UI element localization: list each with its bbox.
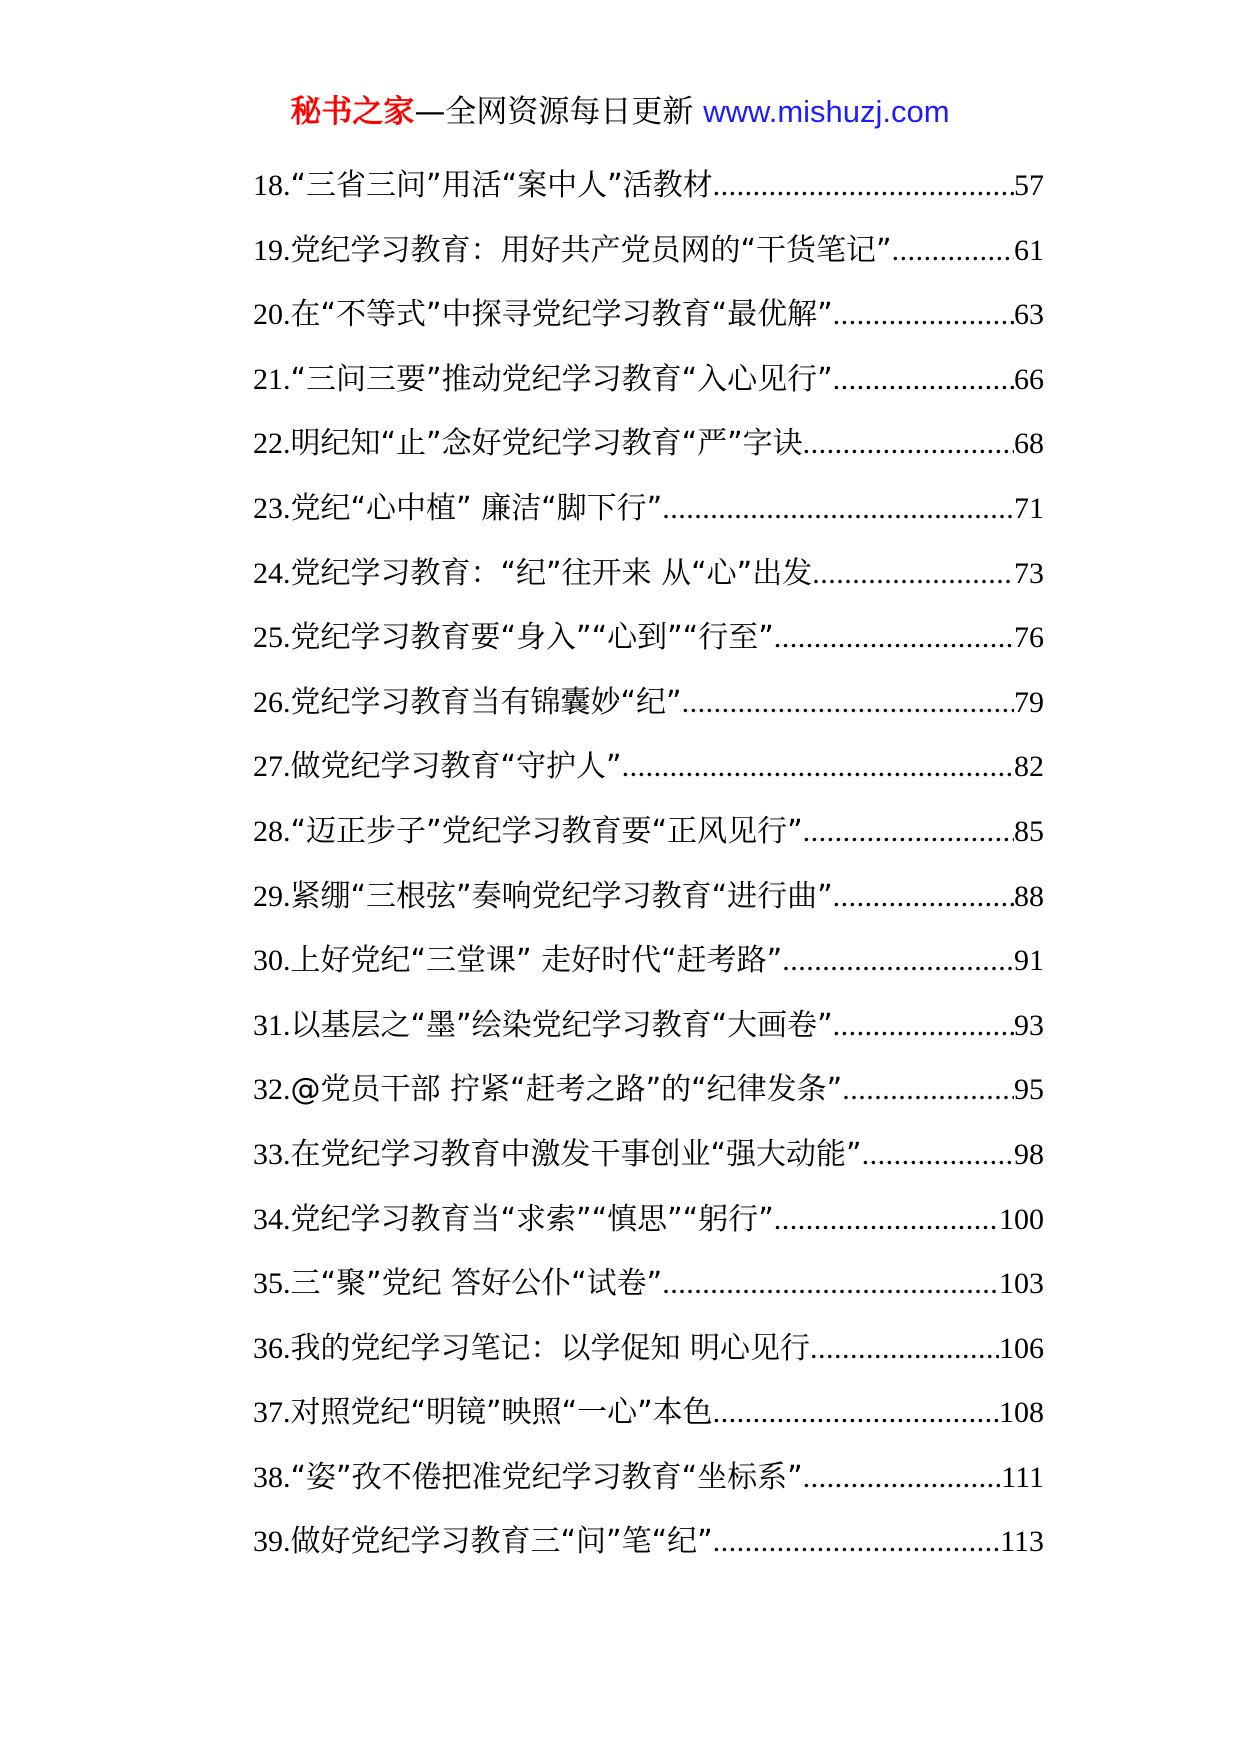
toc-entry-36[interactable]	[253, 1329, 1044, 1394]
toc-number: 36.	[253, 1331, 291, 1365]
website-url[interactable]: www.mishuzj.com	[703, 94, 950, 129]
toc-page-number: 82	[1014, 750, 1044, 784]
toc-page-number: 63	[1014, 298, 1044, 332]
toc-page-number: 98	[1014, 1137, 1044, 1171]
toc-entry-20[interactable]	[253, 295, 1044, 360]
toc-leader-dots	[892, 231, 1014, 271]
toc-title: 做好党纪学习教育三“问”笔“纪”	[290, 1524, 713, 1560]
toc-number: 31.	[253, 1008, 291, 1042]
toc-leader-dots	[662, 489, 1014, 529]
toc-entry-23[interactable]	[253, 489, 1044, 554]
toc-leader-dots	[842, 1070, 1014, 1110]
toc-title: “迈正步子”党纪学习教育要“正风见行”	[290, 813, 803, 849]
toc-entry-24[interactable]	[253, 554, 1044, 619]
toc-number: 26.	[253, 685, 291, 719]
toc-number: 25.	[253, 621, 291, 655]
toc-entry-19[interactable]	[253, 231, 1044, 296]
toc-entry-32[interactable]	[253, 1070, 1044, 1135]
toc-entry-21[interactable]	[253, 360, 1044, 425]
toc-entry-26[interactable]	[253, 683, 1044, 748]
toc-number: 21.	[253, 362, 291, 396]
toc-number: 18.	[253, 169, 291, 202]
toc-title: 对照党纪“明镜”映照“一心”本色	[290, 1395, 713, 1431]
toc-page-number: 57	[1014, 169, 1044, 202]
toc-page-number: 76	[1014, 621, 1044, 655]
toc-page-number: 88	[1014, 879, 1044, 913]
toc-page-number: 113	[1000, 1525, 1044, 1559]
toc-page-number: 85	[1014, 814, 1044, 848]
toc-number: 37.	[253, 1396, 291, 1430]
toc-entry-35[interactable]	[253, 1264, 1044, 1329]
toc-entry-25[interactable]	[253, 618, 1044, 683]
toc-title: “姿”孜不倦把准党纪学习教育“坐标系”	[290, 1459, 803, 1495]
toc-leader-dots	[774, 618, 1014, 658]
toc-leader-dots	[833, 360, 1014, 400]
toc-number: 39.	[253, 1525, 291, 1559]
page-header	[0, 92, 1240, 132]
toc-title: @党员干部 拧紧“赶考之路”的“纪律发条”	[290, 1072, 843, 1108]
toc-leader-dots	[803, 1458, 1002, 1498]
toc-title: 党纪学习教育当有锦囊妙“纪”	[290, 684, 682, 720]
toc-leader-dots	[862, 1135, 1014, 1175]
toc-page-number: 73	[1014, 556, 1044, 590]
toc-title: 三“聚”党纪 答好公仆“试卷”	[290, 1266, 663, 1302]
toc-leader-dots	[803, 424, 1014, 464]
toc-number: 19.	[253, 233, 291, 267]
toc-leader-dots	[810, 1329, 999, 1369]
toc-number: 29.	[253, 879, 291, 913]
toc-number: 38.	[253, 1460, 291, 1494]
toc-number: 22.	[253, 427, 291, 461]
toc-page-number: 71	[1014, 491, 1044, 525]
toc-title: 以基层之“墨”绘染党纪学习教育“大画卷”	[290, 1007, 833, 1043]
toc-title: 明纪知“止”念好党纪学习教育“严”字诀	[290, 426, 803, 462]
toc-title: 党纪“心中植” 廉洁“脚下行”	[290, 490, 663, 526]
toc-number: 30.	[253, 944, 291, 978]
toc-title: 紧绷“三根弦”奏响党纪学习教育“进行曲”	[290, 878, 833, 914]
toc-number: 32.	[253, 1073, 291, 1107]
toc-number: 27.	[253, 750, 291, 784]
toc-entry-34[interactable]	[253, 1200, 1044, 1265]
toc-leader-dots	[713, 1522, 1000, 1562]
brand-name: 秘书之家	[290, 94, 415, 130]
toc-title: 做党纪学习教育“守护人”	[290, 749, 622, 785]
toc-title: 在“不等式”中探寻党纪学习教育“最优解”	[290, 297, 833, 333]
toc-entry-22[interactable]	[253, 424, 1044, 489]
toc-leader-dots	[803, 812, 1014, 852]
toc-entry-37[interactable]	[253, 1393, 1044, 1458]
toc-number: 35.	[253, 1267, 291, 1301]
toc-leader-dots	[833, 1006, 1014, 1046]
toc-page-number: 108	[999, 1396, 1044, 1430]
toc-entry-18[interactable]	[253, 166, 1044, 231]
toc-number: 23.	[253, 491, 291, 525]
toc-leader-dots	[662, 1264, 999, 1304]
toc-leader-dots	[782, 941, 1014, 981]
toc-leader-dots	[713, 166, 1014, 206]
toc-entry-27[interactable]	[253, 747, 1044, 812]
toc-page-number: 61	[1014, 233, 1044, 267]
toc-number: 34.	[253, 1202, 291, 1236]
toc-leader-dots	[774, 1200, 999, 1240]
toc-title: “三问三要”推动党纪学习教育“入心见行”	[290, 361, 833, 397]
toc-number: 24.	[253, 556, 291, 590]
toc-leader-dots	[812, 554, 1014, 594]
toc-leader-dots	[833, 877, 1014, 917]
table-of-contents	[253, 166, 1044, 1587]
toc-leader-dots	[833, 295, 1014, 335]
toc-entry-28[interactable]	[253, 812, 1044, 877]
toc-entry-33[interactable]	[253, 1135, 1044, 1200]
toc-page-number: 91	[1014, 944, 1044, 978]
toc-title: 党纪学习教育：用好共产党员网的“干货笔记”	[290, 232, 892, 268]
toc-title: 党纪学习教育要“身入”“心到”“行至”	[290, 620, 774, 656]
toc-page-number: 111	[1001, 1460, 1044, 1494]
toc-entry-30[interactable]	[253, 941, 1044, 1006]
toc-number: 33.	[253, 1137, 291, 1171]
toc-entry-39[interactable]	[253, 1522, 1044, 1587]
toc-page-number: 106	[999, 1331, 1044, 1365]
toc-title: 我的党纪学习笔记：以学促知 明心见行	[290, 1330, 811, 1366]
toc-page-number: 93	[1014, 1008, 1044, 1042]
toc-entry-38[interactable]	[253, 1458, 1044, 1523]
toc-title: 上好党纪“三堂课” 走好时代“赶考路”	[290, 943, 783, 979]
toc-title: 党纪学习教育当“求索”“慎思”“躬行”	[290, 1201, 774, 1237]
toc-title: “三省三问”用活“案中人”活教材	[290, 168, 713, 203]
toc-page-number: 95	[1014, 1073, 1044, 1107]
toc-page-number: 66	[1014, 362, 1044, 396]
toc-leader-dots	[713, 1393, 999, 1433]
toc-page-number: 68	[1014, 427, 1044, 461]
toc-entry-31[interactable]	[253, 1006, 1044, 1071]
toc-page-number: 100	[999, 1202, 1044, 1236]
toc-page-number: 79	[1014, 685, 1044, 719]
toc-page-number: 103	[999, 1267, 1044, 1301]
toc-title: 在党纪学习教育中激发干事创业“强大动能”	[290, 1136, 862, 1172]
toc-leader-dots	[622, 747, 1014, 787]
toc-number: 28.	[253, 814, 291, 848]
toc-title: 党纪学习教育：“纪”往开来 从“心”出发	[290, 555, 813, 591]
toc-number: 20.	[253, 298, 291, 332]
toc-leader-dots	[682, 683, 1014, 723]
header-slogan: —全网资源每日更新	[414, 94, 694, 130]
toc-entry-29[interactable]	[253, 877, 1044, 942]
